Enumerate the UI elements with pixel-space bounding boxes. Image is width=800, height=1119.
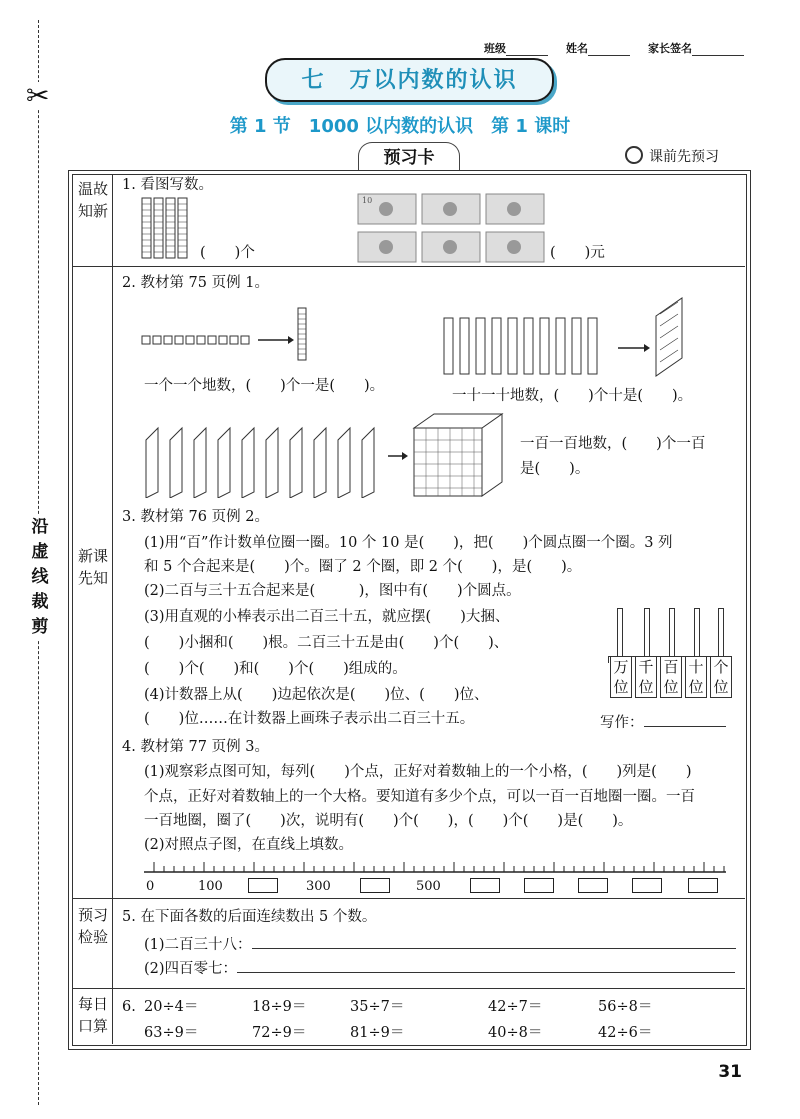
counter-rod[interactable] [617,608,623,659]
q4-line[interactable]: 个点，正好对着数轴上的一个大格。要知道有多少个点，可以一百一百地圈一圈。一百 [144,789,695,805]
counter-place: 百位 [660,656,682,698]
number-line-answer-box[interactable] [470,878,500,893]
mental-math-item[interactable]: 63÷9＝ [144,1025,199,1041]
alarm-clock-icon [625,146,643,164]
bill-value-label: 10 [362,196,373,205]
name-field[interactable]: 姓名 [566,40,630,56]
number-line-answer-box[interactable] [578,878,608,893]
q2-hundreds-line-b[interactable]: 是( )。 [520,461,590,477]
q3-line[interactable]: ( )位……在计数器上画珠子表示出二百三十五。 [144,711,475,727]
row-label-check: 预习检验 [77,906,108,946]
mental-math-item[interactable]: 81÷9＝ [350,1025,405,1041]
q5-prompt: 5. 在下面各数的后面连续数出 5 个数。 [122,909,377,925]
label-column-divider [112,174,113,1044]
q1-banknotes [356,192,548,266]
chapter-title: 七 万以内数的认识 [265,58,554,102]
number-line-answer-box[interactable] [524,878,554,893]
q2-prompt: 2. 教材第 75 页例 1。 [122,275,269,291]
section-title: 第 1 节 1000 以内数的认识 第 1 课时 [229,116,571,137]
q4-line[interactable]: 一百地圈，圈了( )次，说明有( )个( )，( )个( )是( )。 [144,813,633,829]
row-divider [72,266,745,267]
q3-line[interactable]: ( )小捆和( )根。二百三十五是由( )个( )、 [144,635,509,651]
cut-instruction: 沿虚线裁剪 [28,515,52,640]
mental-math-item[interactable]: 72÷9＝ [252,1025,307,1041]
row-label-daily: 每日口算 [77,995,108,1035]
row-label-review: 温故知新 [77,180,108,220]
q2-ones-line[interactable]: 一个一个地数，( )个一是( )。 [144,378,385,394]
q1-blank-yuan[interactable]: ( )元 [550,245,605,261]
write-as-field[interactable]: 写作： [600,712,726,734]
q1-blank-count[interactable]: ( )个 [200,245,255,261]
number-line [140,856,730,878]
mental-math-item[interactable]: 35÷7＝ [350,999,405,1015]
number-line-label: 300 [306,879,331,894]
number-line-answer-box[interactable] [360,878,390,893]
number-line-answer-box[interactable] [248,878,278,893]
counter-rod[interactable] [694,608,700,659]
number-line-label: 0 [146,879,155,894]
q2-ones-to-ten [140,306,320,366]
row-divider [72,898,745,899]
mental-math-item[interactable]: 42÷6＝ [598,1025,653,1041]
mental-math-item[interactable]: 20÷4＝ [144,999,199,1015]
card-title: 预习卡 [358,142,460,171]
counter-rod[interactable] [644,608,650,659]
q1-prompt: 1. 看图写数。 [122,177,213,193]
number-line-label: 100 [198,879,223,894]
row-label-learn: 新课先知 [77,547,108,587]
parent-signature-field[interactable]: 家长签名 [648,40,744,56]
q1-ten-rods [140,196,200,262]
q4-line[interactable]: (1)观察彩点图可知，每列( )个点，正好对着数轴上的一个小格，( )列是( ) [144,764,692,780]
counter-place: 万位 [610,656,632,698]
q3-line[interactable]: (1)用“百”作计数单位圈一圈。10 个 10 是( )，把( )个圆点圈一个圈。3 列 [144,535,673,551]
q3-line[interactable]: (3)用直观的小棒表示出二百三十五，就应摆( )大捆、 [144,609,510,625]
q2-tens-line[interactable]: 一十一十地数，( )个十是( )。 [452,388,693,404]
number-line-label: 500 [416,879,441,894]
mental-math-item[interactable]: 18÷9＝ [252,999,307,1015]
row-divider [72,988,745,989]
counter-place: 个位 [710,656,732,698]
counter-rod[interactable] [718,608,724,659]
number-line-answer-box[interactable] [632,878,662,893]
q4-line[interactable]: (2)对照点子图，在直线上填数。 [144,837,354,853]
mental-math-item[interactable]: 56÷8＝ [598,999,653,1015]
q4-prompt: 4. 教材第 77 页例 3。 [122,739,269,755]
counter-place: 十位 [685,656,707,698]
preview-tag: 课前先预习 [625,146,719,166]
q3-line[interactable]: (2)二百与三十五合起来是( )，图中有( )个圆点。 [144,583,521,599]
q3-line[interactable]: (4)计数器上从( )边起依次是( )位、( )位、 [144,687,489,703]
scissors-icon: ✂ [26,79,50,112]
counter-rod[interactable] [669,608,675,659]
q6-number: 6. [122,999,136,1015]
class-field[interactable]: 班级 [484,40,548,56]
page-number: 31 [718,1062,742,1082]
counter-place: 千位 [635,656,657,698]
mental-math-item[interactable]: 42÷7＝ [488,999,543,1015]
q3-line[interactable]: ( )个( )和( )个( )组成的。 [144,661,407,677]
q2-tens-to-hundred [440,296,700,382]
q5-field-1[interactable]: (1)二百三十八： [144,934,736,956]
q3-prompt: 3. 教材第 76 页例 2。 [122,509,269,525]
q2-hundreds-line-a[interactable]: 一百一百地数，( )个一百 [520,436,706,452]
q3-line[interactable]: 和 5 个合起来是( )个。圈了 2 个圈，即 2 个( )，是( )。 [144,559,582,575]
q2-hundreds-to-thousand [142,410,512,498]
q5-field-2[interactable]: (2)四百零七： [144,958,735,980]
number-line-answer-box[interactable] [688,878,718,893]
mental-math-item[interactable]: 40÷8＝ [488,1025,543,1041]
